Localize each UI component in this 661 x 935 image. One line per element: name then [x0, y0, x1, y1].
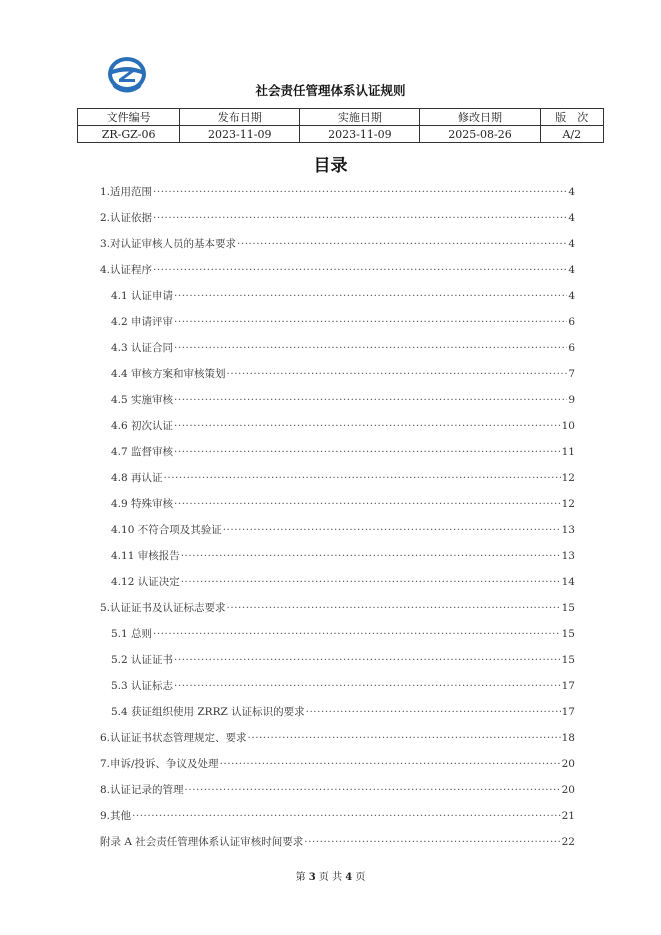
toc-leader-dots [174, 290, 567, 302]
toc-entry[interactable] [100, 678, 575, 704]
toc-entry-page: 4 [568, 212, 575, 224]
toc-entry-label: 5.4 获证组织使用 ZRRZ 认证标识的要求 [111, 706, 305, 718]
meta-value-cell: 2023-11-09 [180, 126, 300, 143]
toc-entry-label: 4.5 实施审核 [111, 394, 174, 406]
toc-entry-page: 17 [561, 706, 575, 718]
toc-entry-page: 15 [561, 654, 575, 666]
toc-entry[interactable] [100, 548, 575, 574]
toc-entry[interactable] [100, 730, 575, 756]
toc-leader-dots [304, 836, 560, 848]
toc-entry-page: 12 [561, 498, 575, 510]
toc-entry-label: 4.8 再认证 [111, 472, 163, 484]
toc-entry-page: 7 [568, 368, 575, 380]
toc-entry[interactable] [100, 444, 575, 470]
toc-entry-label: 5.2 认证证书 [111, 654, 174, 666]
toc-leader-dots [223, 524, 561, 536]
toc-entry[interactable] [100, 236, 575, 262]
document-title: 社会责任管理体系认证规则 [255, 83, 406, 98]
toc-entry-page: 21 [561, 810, 575, 822]
toc-entry-label: 1.适用范围 [100, 186, 153, 198]
toc-entry-label: 3.对认证审核人员的基本要求 [100, 238, 237, 250]
toc-leader-dots [174, 654, 561, 666]
meta-value-cell: 2025-08-26 [420, 126, 540, 143]
toc-leader-dots [227, 368, 568, 380]
toc-entry[interactable] [100, 834, 575, 860]
footer-current-page: 3 [308, 872, 316, 883]
toc-entry-page: 10 [561, 420, 575, 432]
table-of-contents [100, 184, 575, 860]
meta-header-cell: 实施日期 [300, 109, 420, 126]
toc-entry[interactable] [100, 340, 575, 366]
meta-header-cell: 版 次 [540, 109, 603, 126]
toc-leader-dots [174, 446, 561, 458]
footer-suffix: 页 [355, 872, 366, 883]
toc-entry-page: 9 [568, 394, 575, 406]
toc-entry[interactable] [100, 652, 575, 678]
toc-entry[interactable] [100, 522, 575, 548]
meta-header-cell: 修改日期 [420, 109, 540, 126]
toc-entry-page: 14 [561, 576, 575, 588]
toc-leader-dots [227, 602, 561, 614]
toc-leader-dots [248, 732, 561, 744]
toc-entry[interactable] [100, 756, 575, 782]
toc-entry-label: 附录 A 社会责任管理体系认证审核时间要求 [100, 836, 304, 848]
toc-entry-label: 6.认证证书状态管理规定、要求 [100, 732, 247, 744]
toc-entry[interactable] [100, 184, 575, 210]
toc-entry-page: 15 [561, 602, 575, 614]
toc-entry[interactable] [100, 808, 575, 834]
toc-leader-dots [237, 238, 567, 250]
toc-entry-label: 5.认证证书及认证标志要求 [100, 602, 226, 614]
toc-entry[interactable] [100, 626, 575, 652]
toc-entry-label: 5.3 认证标志 [111, 680, 174, 692]
toc-entry[interactable] [100, 782, 575, 808]
toc-leader-dots [174, 316, 567, 328]
toc-leader-dots [174, 342, 567, 354]
toc-leader-dots [174, 394, 567, 406]
toc-entry[interactable] [100, 496, 575, 522]
toc-leader-dots [164, 472, 561, 484]
toc-entry-label: 4.6 初次认证 [111, 420, 174, 432]
toc-entry[interactable] [100, 366, 575, 392]
toc-leader-dots [174, 498, 561, 510]
meta-header-cell: 发布日期 [180, 109, 300, 126]
toc-entry[interactable] [100, 314, 575, 340]
toc-entry[interactable] [100, 600, 575, 626]
document-meta-table [77, 108, 604, 143]
toc-entry-page: 15 [561, 628, 575, 640]
page-footer [0, 868, 661, 883]
footer-middle: 页 共 [318, 872, 343, 883]
meta-header-row [78, 109, 604, 126]
toc-entry-label: 4.4 审核方案和审核策划 [111, 368, 226, 380]
toc-entry-label: 4.1 认证申请 [111, 290, 174, 302]
meta-value-cell: 2023-11-09 [300, 126, 420, 143]
toc-leader-dots [181, 576, 561, 588]
toc-entry-label: 4.12 认证决定 [111, 576, 180, 588]
toc-entry-page: 17 [561, 680, 575, 692]
toc-entry-label: 4.10 不符合项及其验证 [111, 524, 222, 536]
toc-entry[interactable] [100, 418, 575, 444]
toc-entry-label: 4.3 认证合同 [111, 342, 174, 354]
meta-header-cell: 文件编号 [78, 109, 180, 126]
toc-leader-dots [153, 628, 561, 640]
toc-entry-page: 12 [561, 472, 575, 484]
toc-entry[interactable] [100, 574, 575, 600]
toc-leader-dots [153, 186, 567, 198]
toc-leader-dots [220, 758, 561, 770]
toc-title: 目录 [313, 156, 348, 176]
toc-entry-page: 13 [561, 524, 575, 536]
toc-entry-label: 7.申诉/投诉、争议及处理 [100, 758, 219, 770]
toc-entry-label: 4.7 监督审核 [111, 446, 174, 458]
toc-entry-page: 20 [561, 758, 575, 770]
footer-prefix: 第 [295, 872, 306, 883]
toc-entry-page: 4 [568, 238, 575, 250]
toc-entry-page: 22 [561, 836, 575, 848]
toc-leader-dots [153, 264, 567, 276]
toc-leader-dots [132, 810, 561, 822]
toc-entry-page: 4 [568, 186, 575, 198]
meta-value-cell: A/2 [540, 126, 603, 143]
toc-leader-dots [153, 212, 567, 224]
toc-entry-page: 6 [568, 342, 575, 354]
toc-entry-page: 13 [561, 550, 575, 562]
toc-entry-page: 18 [561, 732, 575, 744]
toc-entry-label: 9.其他 [100, 810, 132, 822]
toc-leader-dots [306, 706, 561, 718]
toc-entry-label: 5.1 总则 [111, 628, 153, 640]
toc-entry-page: 6 [568, 316, 575, 328]
toc-entry-label: 4.2 申请评审 [111, 316, 174, 328]
meta-value-cell: ZR-GZ-06 [78, 126, 180, 143]
toc-entry-page: 11 [561, 446, 575, 458]
toc-entry-label: 8.认证记录的管理 [100, 784, 184, 796]
toc-leader-dots [174, 680, 561, 692]
toc-entry[interactable] [100, 704, 575, 730]
toc-leader-dots [185, 784, 561, 796]
footer-total-pages: 4 [345, 872, 353, 883]
toc-entry-label: 4.11 审核报告 [111, 550, 180, 562]
toc-entry-label: 2.认证依据 [100, 212, 153, 224]
toc-entry-label: 4.9 特殊审核 [111, 498, 174, 510]
toc-leader-dots [174, 420, 561, 432]
toc-entry[interactable] [100, 262, 575, 288]
toc-entry[interactable] [100, 288, 575, 314]
toc-entry[interactable] [100, 392, 575, 418]
toc-entry-page: 4 [568, 264, 575, 276]
toc-entry-label: 4.认证程序 [100, 264, 153, 276]
toc-entry[interactable] [100, 210, 575, 236]
toc-entry-page: 20 [561, 784, 575, 796]
meta-value-row [78, 126, 604, 143]
toc-entry[interactable] [100, 470, 575, 496]
toc-entry-page: 4 [568, 290, 575, 302]
toc-leader-dots [181, 550, 561, 562]
